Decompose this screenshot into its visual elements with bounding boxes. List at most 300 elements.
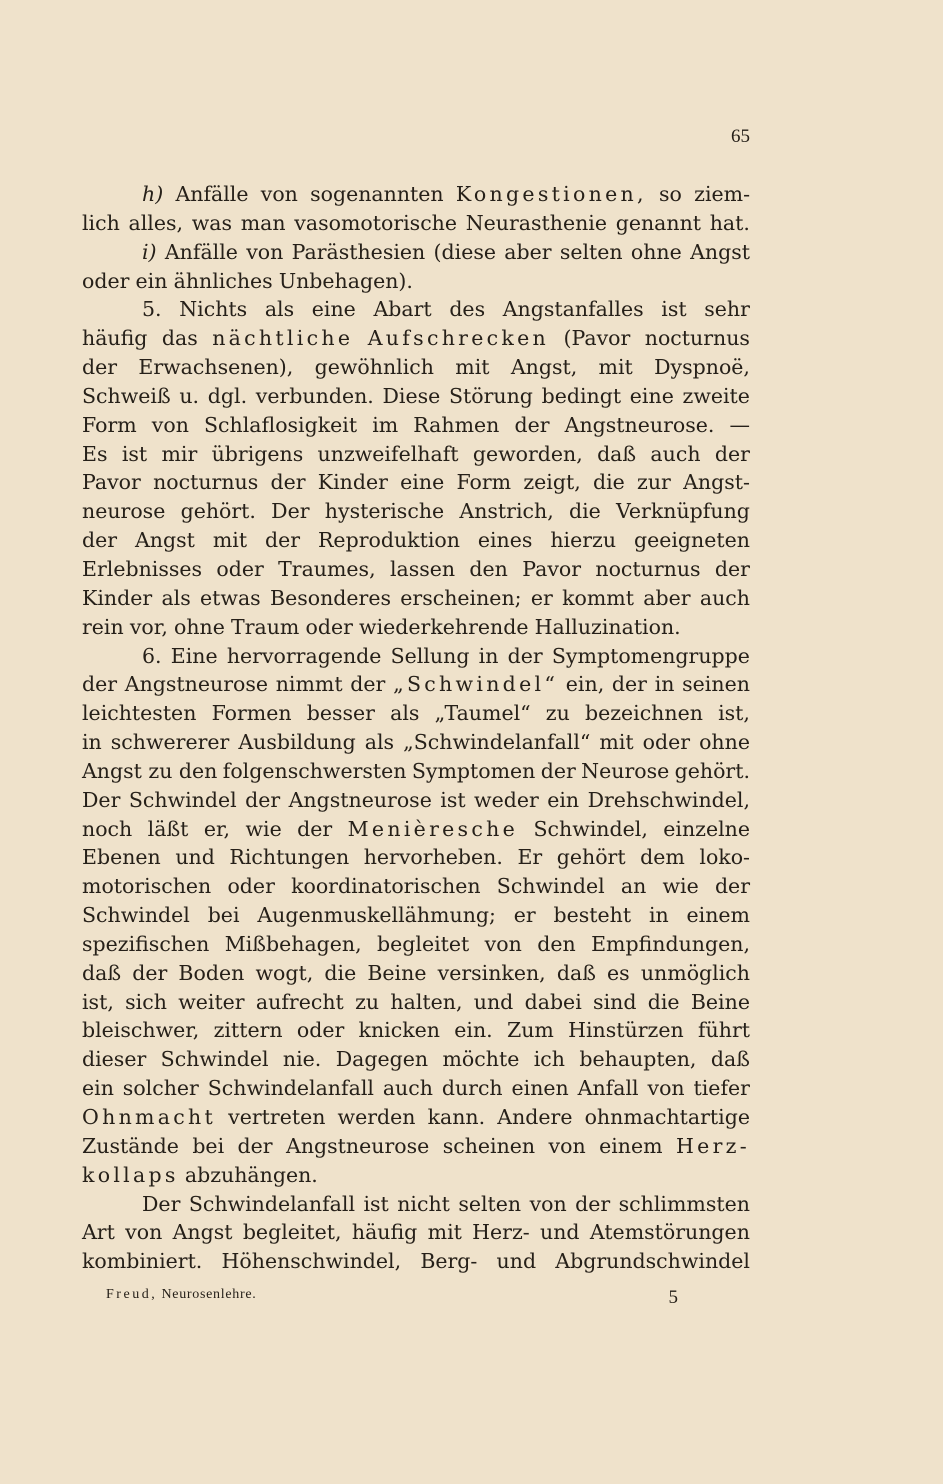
word: auch bbox=[699, 585, 750, 610]
footer-sheet-number: 5 bbox=[668, 1287, 678, 1308]
word: Anfall bbox=[577, 1076, 639, 1101]
text-line bbox=[82, 382, 750, 411]
word: Anfälle bbox=[164, 239, 238, 264]
word: Angstneurose. bbox=[564, 412, 715, 437]
word: Schwindel bbox=[160, 1047, 269, 1072]
word: Der bbox=[271, 499, 310, 524]
word: in bbox=[478, 643, 499, 668]
word: neurose bbox=[82, 499, 166, 524]
word: i) bbox=[142, 239, 157, 264]
word: man bbox=[240, 210, 286, 235]
word: bei bbox=[207, 903, 240, 928]
word: ein. bbox=[454, 1018, 493, 1043]
word: von bbox=[529, 1191, 567, 1216]
word: sich bbox=[125, 989, 167, 1014]
word: Form bbox=[82, 412, 137, 437]
word: begleitet, bbox=[242, 1220, 342, 1245]
word: der bbox=[265, 528, 301, 553]
word: Eine bbox=[170, 643, 218, 668]
word: es bbox=[607, 960, 630, 985]
word: zu bbox=[545, 701, 570, 726]
word: kombiniert. bbox=[82, 1249, 203, 1274]
word: auch bbox=[382, 1076, 433, 1101]
word: Verknüpfung bbox=[616, 499, 750, 524]
word: Unbehagen). bbox=[278, 268, 413, 293]
word: Erlebnisses bbox=[82, 556, 203, 581]
word: schlimmsten bbox=[618, 1191, 750, 1216]
word: besteht bbox=[553, 903, 632, 928]
word: ist, bbox=[718, 701, 750, 726]
word: er bbox=[530, 585, 553, 610]
word: u. bbox=[179, 383, 200, 408]
word: Höhenschwindel, bbox=[221, 1249, 402, 1274]
word: Diese bbox=[382, 383, 441, 408]
word: werden bbox=[337, 1105, 416, 1129]
word: loko- bbox=[699, 845, 750, 870]
word: ist bbox=[121, 441, 148, 466]
word: von bbox=[260, 182, 298, 206]
word: der bbox=[132, 960, 168, 985]
word: ohnmachtartige bbox=[584, 1105, 750, 1129]
text-line bbox=[82, 238, 750, 267]
word: Anfälle bbox=[175, 182, 249, 206]
word: Rahmen bbox=[413, 412, 500, 437]
word: Schwindelanfall bbox=[188, 1191, 356, 1216]
word: scheinen bbox=[442, 1133, 536, 1158]
word: ich bbox=[533, 1047, 565, 1072]
word: Er bbox=[517, 845, 543, 870]
word: Angst zu den bbox=[82, 758, 218, 783]
word: Abart bbox=[373, 297, 432, 322]
word: ist bbox=[440, 787, 466, 812]
word: hervorragende bbox=[226, 643, 382, 668]
word: übrigens bbox=[211, 441, 304, 466]
word: die bbox=[647, 989, 680, 1014]
word: Angstneurose bbox=[288, 787, 432, 812]
word: führt bbox=[697, 1018, 750, 1043]
word: Kongestionen, bbox=[455, 182, 647, 206]
word: Drehschwindel, bbox=[587, 787, 750, 812]
text-line bbox=[82, 180, 750, 209]
text-line bbox=[82, 555, 750, 584]
word: Art bbox=[82, 1220, 115, 1245]
word: die bbox=[324, 960, 357, 985]
word: das bbox=[161, 326, 198, 351]
word: der bbox=[714, 874, 750, 899]
word: mit bbox=[212, 528, 248, 553]
text-line bbox=[82, 468, 750, 497]
word: an bbox=[620, 874, 647, 899]
word: Schwindel bbox=[82, 903, 190, 928]
word: weiter bbox=[178, 989, 245, 1014]
text-line bbox=[82, 1247, 750, 1276]
word: oder bbox=[642, 730, 691, 755]
word: Schlaflosigkeit bbox=[204, 412, 358, 437]
word: folgenschwersten bbox=[222, 758, 407, 783]
word: Hinstürzen bbox=[568, 1018, 684, 1043]
page-number: 65 bbox=[731, 126, 750, 147]
text-line bbox=[82, 497, 750, 526]
word: ohne bbox=[173, 614, 225, 639]
word: hervorheben. bbox=[363, 845, 503, 870]
word: häufig bbox=[351, 1220, 418, 1245]
word: Angst, bbox=[510, 355, 578, 380]
word: mit bbox=[598, 355, 633, 380]
word: nocturnus bbox=[153, 470, 259, 495]
footer-title: Neurosenlehre. bbox=[161, 1287, 257, 1302]
word: behaupten, bbox=[579, 1047, 697, 1072]
word: eines bbox=[477, 528, 533, 553]
word: Ebenen bbox=[82, 845, 161, 870]
word: er bbox=[513, 903, 536, 928]
word: Sellung bbox=[390, 643, 470, 668]
word: eine bbox=[629, 383, 674, 408]
word: einem bbox=[599, 1133, 663, 1158]
text-line bbox=[82, 930, 750, 959]
word: Pavor bbox=[522, 556, 582, 581]
word: begleitet bbox=[377, 931, 470, 956]
word: läßt bbox=[147, 816, 189, 841]
word: Ohnmacht bbox=[82, 1105, 217, 1129]
word: der bbox=[350, 672, 386, 697]
word: zeigt, bbox=[523, 470, 581, 495]
text-line bbox=[82, 295, 750, 324]
text-line bbox=[82, 1074, 750, 1103]
word: häufig bbox=[82, 326, 148, 351]
word: Schwindel bbox=[496, 874, 605, 899]
word: der bbox=[245, 787, 281, 812]
text-line bbox=[82, 959, 750, 988]
word: kollaps bbox=[82, 1162, 179, 1187]
word: — bbox=[729, 412, 750, 437]
footer-source bbox=[106, 1287, 256, 1309]
text-line bbox=[82, 584, 750, 613]
word: der bbox=[714, 441, 750, 466]
word: hierzu bbox=[550, 528, 617, 553]
word: genannt bbox=[615, 210, 702, 235]
word: sehr bbox=[704, 297, 750, 322]
word: möchte bbox=[442, 1047, 520, 1072]
word: selten bbox=[458, 1191, 522, 1216]
word: aber bbox=[504, 239, 552, 264]
word: ziem- bbox=[694, 182, 750, 206]
word: bleischwer, bbox=[82, 1018, 200, 1043]
word: Angstneurose bbox=[124, 672, 268, 697]
word: von bbox=[484, 931, 522, 956]
word: als bbox=[264, 297, 295, 322]
text-line bbox=[82, 1132, 750, 1161]
word: der bbox=[611, 672, 647, 697]
word: „Schwindel“ bbox=[393, 672, 559, 697]
word: abzuhängen. bbox=[184, 1162, 318, 1187]
word: schwererer bbox=[110, 730, 230, 755]
word: besser bbox=[306, 701, 375, 726]
text-line bbox=[82, 526, 750, 555]
word: Halluzination. bbox=[534, 614, 681, 639]
word: zittern bbox=[213, 1018, 283, 1043]
word: der bbox=[714, 556, 750, 581]
word: die bbox=[568, 499, 601, 524]
word: daß bbox=[556, 960, 596, 985]
word: Schwindelanfall bbox=[207, 1076, 374, 1101]
word: Zustände bbox=[82, 1133, 179, 1158]
word: als bbox=[390, 701, 420, 726]
word: mit bbox=[599, 730, 634, 755]
word: weder bbox=[474, 787, 539, 812]
word: zu bbox=[355, 989, 380, 1014]
word: nie. bbox=[282, 1047, 322, 1072]
word: Abgrundschwindel bbox=[555, 1249, 750, 1274]
word: und bbox=[496, 1249, 537, 1274]
word: aufrecht bbox=[255, 989, 344, 1014]
word: lich bbox=[82, 210, 120, 235]
word: in bbox=[654, 672, 675, 697]
word: Reproduktion bbox=[318, 528, 460, 553]
word: die bbox=[592, 470, 625, 495]
word: Schwindel bbox=[128, 787, 237, 812]
word: sogenannten bbox=[310, 182, 444, 206]
word: oder bbox=[82, 268, 130, 293]
word: gewöhnlich bbox=[314, 355, 434, 380]
word: in bbox=[82, 730, 102, 755]
word: nächtliche bbox=[212, 326, 354, 351]
word: seinen bbox=[682, 672, 750, 697]
text-line bbox=[82, 815, 750, 844]
word: ein, bbox=[565, 672, 605, 697]
word: (Pavor bbox=[563, 326, 631, 351]
word: Beine bbox=[690, 989, 750, 1014]
text-line bbox=[82, 988, 750, 1017]
word: hysterische bbox=[324, 499, 445, 524]
text-line bbox=[82, 411, 750, 440]
word: dem bbox=[640, 845, 685, 870]
word: nimmt bbox=[275, 672, 343, 697]
word: Angstneurose bbox=[286, 1133, 430, 1158]
word: halten, bbox=[390, 989, 463, 1014]
word: Angstanfalles bbox=[502, 297, 644, 322]
word: Aufschrecken bbox=[367, 326, 550, 351]
word: Schweiß bbox=[82, 383, 171, 408]
text-line bbox=[82, 699, 750, 728]
word: der bbox=[270, 470, 306, 495]
word: noch bbox=[82, 816, 133, 841]
word: was bbox=[191, 210, 233, 235]
word: (diese bbox=[433, 239, 496, 264]
word: gehört. bbox=[674, 758, 750, 783]
word: der bbox=[514, 412, 550, 437]
text-line bbox=[82, 786, 750, 815]
text-line bbox=[82, 440, 750, 469]
word: Beine bbox=[367, 960, 427, 985]
text-line bbox=[82, 209, 750, 238]
text-line bbox=[82, 728, 750, 757]
word: Zum bbox=[506, 1018, 554, 1043]
word: dieser bbox=[82, 1047, 147, 1072]
word: oder bbox=[216, 556, 264, 581]
word: in bbox=[648, 903, 669, 928]
word: kann. bbox=[427, 1105, 486, 1129]
word: Form bbox=[456, 470, 512, 495]
word: Neurasthenie bbox=[465, 210, 607, 235]
word: von bbox=[246, 239, 284, 264]
word: wiederkehrende bbox=[359, 614, 529, 639]
text-line bbox=[82, 670, 750, 699]
word: selten bbox=[559, 239, 623, 264]
word: einzelne bbox=[663, 816, 750, 841]
word: und bbox=[473, 989, 514, 1014]
footer-signature bbox=[106, 1287, 678, 1309]
word: Pavor bbox=[82, 470, 141, 495]
word: Nichts bbox=[179, 297, 248, 322]
text-line bbox=[82, 843, 750, 872]
text-line bbox=[82, 642, 750, 671]
word: vor, bbox=[129, 614, 168, 639]
word: Kinder bbox=[317, 470, 388, 495]
word: unzweifelhaft bbox=[317, 441, 459, 466]
word: Dyspnoë, bbox=[654, 355, 750, 380]
word: mit bbox=[455, 355, 490, 380]
word: zur bbox=[637, 470, 671, 495]
word: motorischen bbox=[82, 874, 212, 899]
word: wie bbox=[245, 816, 282, 841]
word: Herz- bbox=[676, 1133, 750, 1158]
word: Empfindungen, bbox=[591, 931, 750, 956]
word: hat. bbox=[709, 210, 750, 235]
text-line bbox=[82, 1218, 750, 1247]
word: Formen bbox=[211, 701, 292, 726]
word: eine bbox=[311, 297, 356, 322]
word: knicken bbox=[358, 1018, 440, 1043]
footer-author: Freud, bbox=[106, 1287, 158, 1302]
word: Neurose bbox=[581, 758, 670, 783]
word: Anstrich, bbox=[459, 499, 554, 524]
word: der bbox=[82, 672, 118, 697]
word: ist bbox=[661, 297, 687, 322]
word: Mißbehagen, bbox=[224, 931, 362, 956]
word: ein bbox=[547, 787, 580, 812]
word: rein bbox=[82, 614, 124, 639]
word: der bbox=[297, 816, 333, 841]
word: bedingt bbox=[541, 383, 622, 408]
word: erscheinen; bbox=[400, 585, 522, 610]
text-line bbox=[82, 1016, 750, 1045]
word: Störung bbox=[448, 383, 533, 408]
word: im bbox=[372, 412, 399, 437]
word: Angst- bbox=[683, 470, 750, 495]
text-line bbox=[82, 1103, 750, 1132]
word: aber bbox=[643, 585, 691, 610]
word: eine bbox=[400, 470, 445, 495]
word: ähnliches bbox=[173, 268, 273, 293]
word: Es bbox=[82, 441, 108, 466]
word: Dagegen bbox=[335, 1047, 429, 1072]
word: er, bbox=[203, 816, 231, 841]
word: einem bbox=[686, 903, 750, 928]
word: gehört bbox=[556, 845, 626, 870]
word: ein bbox=[135, 268, 168, 293]
word: daß bbox=[82, 960, 122, 985]
word: dgl. bbox=[207, 383, 248, 408]
word: etwas bbox=[200, 585, 261, 610]
word: Andere bbox=[497, 1105, 573, 1129]
word: zweite bbox=[682, 383, 750, 408]
word: versinken, bbox=[437, 960, 546, 985]
word: Angst bbox=[135, 528, 195, 553]
text-line bbox=[82, 872, 750, 901]
text-line bbox=[82, 901, 750, 930]
word: den bbox=[469, 556, 508, 581]
word: durch bbox=[441, 1076, 503, 1101]
text-line bbox=[82, 1190, 750, 1219]
word: der bbox=[540, 758, 576, 783]
word: auch bbox=[650, 441, 701, 466]
word: Ausbildung bbox=[238, 730, 356, 755]
word: der bbox=[507, 643, 543, 668]
word: daß bbox=[597, 441, 637, 466]
word: mit bbox=[427, 1220, 462, 1245]
word: spezifischen bbox=[82, 931, 210, 956]
word: Besonderes bbox=[270, 585, 391, 610]
word: von bbox=[548, 1133, 586, 1158]
word: oder bbox=[305, 614, 353, 639]
word: nocturnus bbox=[644, 326, 750, 351]
word: Richtungen bbox=[229, 845, 350, 870]
word: nocturnus bbox=[595, 556, 701, 581]
word: Der bbox=[82, 787, 121, 812]
word: der bbox=[575, 1191, 611, 1216]
text-line bbox=[82, 267, 750, 296]
word: der bbox=[237, 1133, 273, 1158]
word: der bbox=[82, 355, 118, 380]
word: und bbox=[540, 1220, 580, 1245]
word: leichtesten bbox=[82, 701, 197, 726]
word: als bbox=[161, 585, 191, 610]
word: Boden bbox=[178, 960, 245, 985]
text-line bbox=[82, 1161, 750, 1190]
word: Der bbox=[142, 1191, 181, 1216]
text-line bbox=[82, 1045, 750, 1074]
word: „Schwindelanfall“ bbox=[403, 730, 591, 755]
word: Traumes, bbox=[278, 556, 376, 581]
word: von bbox=[647, 1076, 685, 1101]
word: ein bbox=[82, 1076, 114, 1101]
word: vasomotorische bbox=[294, 210, 458, 235]
word: koordinatorischen bbox=[291, 874, 481, 899]
word: als bbox=[364, 730, 395, 755]
word: wogt, bbox=[255, 960, 314, 985]
word: vertreten bbox=[228, 1105, 326, 1129]
word: Symptomengruppe bbox=[551, 643, 750, 668]
word: ist, bbox=[82, 989, 114, 1014]
word: oder bbox=[296, 1018, 345, 1043]
word: Angst bbox=[172, 1220, 233, 1245]
word: von bbox=[151, 412, 189, 437]
text-line bbox=[82, 353, 750, 382]
word: wie bbox=[662, 874, 699, 899]
body-text bbox=[82, 180, 750, 1276]
word: oder bbox=[227, 874, 275, 899]
word: gehört. bbox=[180, 499, 256, 524]
word: des bbox=[449, 297, 486, 322]
text-line bbox=[82, 324, 750, 353]
word: von bbox=[125, 1220, 163, 1245]
word: geeigneten bbox=[633, 528, 750, 553]
word: bei bbox=[192, 1133, 225, 1158]
word: geworden, bbox=[472, 441, 583, 466]
word: verbunden. bbox=[255, 383, 374, 408]
word: lassen bbox=[389, 556, 456, 581]
word: daß bbox=[710, 1047, 750, 1072]
